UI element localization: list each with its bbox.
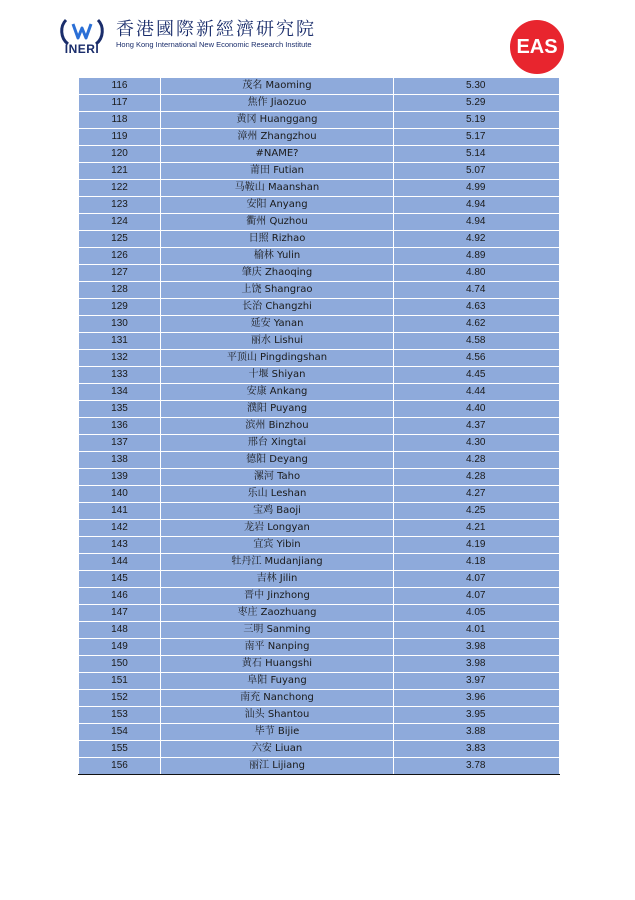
- table-row: [79, 673, 560, 690]
- city-cell: 三明 Sanming: [161, 622, 394, 639]
- table-row: [79, 316, 560, 333]
- table-row: [79, 231, 560, 248]
- rank-cell: 135: [79, 401, 161, 418]
- table-row: [79, 265, 560, 282]
- table-row: [79, 180, 560, 197]
- city-cell: 焦作 Jiaozuo: [161, 95, 394, 112]
- table-row: [79, 520, 560, 537]
- city-cell: 马鞍山 Maanshan: [161, 180, 394, 197]
- table-row: [79, 129, 560, 146]
- score-cell: 4.01: [394, 622, 560, 639]
- table-row: [79, 741, 560, 758]
- table-row: [79, 163, 560, 180]
- score-cell: 4.89: [394, 248, 560, 265]
- city-cell: 茂名 Maoming: [161, 78, 394, 95]
- table-row: [79, 605, 560, 622]
- table-row: [79, 146, 560, 163]
- city-cell: 莆田 Futian: [161, 163, 394, 180]
- score-cell: 3.96: [394, 690, 560, 707]
- city-cell: 枣庄 Zaozhuang: [161, 605, 394, 622]
- table-row: [79, 554, 560, 571]
- rank-cell: 132: [79, 350, 161, 367]
- city-cell: 安阳 Anyang: [161, 197, 394, 214]
- city-cell: 漯河 Taho: [161, 469, 394, 486]
- table-row: [79, 282, 560, 299]
- org-name-chinese: 香港國際新經濟研究院: [116, 19, 316, 40]
- table-row: [79, 656, 560, 673]
- city-cell: 南平 Nanping: [161, 639, 394, 656]
- rank-cell: 150: [79, 656, 161, 673]
- city-cell: 延安 Yanan: [161, 316, 394, 333]
- score-cell: 4.56: [394, 350, 560, 367]
- city-cell: 宜宾 Yibin: [161, 537, 394, 554]
- rank-cell: 131: [79, 333, 161, 350]
- score-cell: 5.19: [394, 112, 560, 129]
- table-row: [79, 571, 560, 588]
- rank-cell: 129: [79, 299, 161, 316]
- score-cell: 4.94: [394, 214, 560, 231]
- table-row: [79, 112, 560, 129]
- score-cell: 4.37: [394, 418, 560, 435]
- score-cell: 5.17: [394, 129, 560, 146]
- eas-badge: EAS: [510, 20, 564, 74]
- rank-cell: 144: [79, 554, 161, 571]
- score-cell: 4.27: [394, 486, 560, 503]
- rank-cell: 149: [79, 639, 161, 656]
- table-row: [79, 758, 560, 775]
- city-cell: 丽江 Lijiang: [161, 758, 394, 775]
- rank-cell: 128: [79, 282, 161, 299]
- rank-cell: 137: [79, 435, 161, 452]
- city-cell: 平顶山 Pingdingshan: [161, 350, 394, 367]
- rank-cell: 119: [79, 129, 161, 146]
- score-cell: 4.99: [394, 180, 560, 197]
- table-row: [79, 588, 560, 605]
- table-row: [79, 435, 560, 452]
- rank-cell: 133: [79, 367, 161, 384]
- city-cell: 宝鸡 Baoji: [161, 503, 394, 520]
- rank-cell: 155: [79, 741, 161, 758]
- city-cell: 黄石 Huangshi: [161, 656, 394, 673]
- score-cell: 4.62: [394, 316, 560, 333]
- city-cell: 阜阳 Fuyang: [161, 673, 394, 690]
- table-row: [79, 452, 560, 469]
- rank-cell: 140: [79, 486, 161, 503]
- rank-cell: 154: [79, 724, 161, 741]
- table-row: [79, 469, 560, 486]
- rank-cell: 153: [79, 707, 161, 724]
- score-cell: 4.45: [394, 367, 560, 384]
- rank-cell: 116: [79, 78, 161, 95]
- score-cell: 3.95: [394, 707, 560, 724]
- table-row: [79, 95, 560, 112]
- table-row: [79, 384, 560, 401]
- score-cell: 5.07: [394, 163, 560, 180]
- rank-cell: 146: [79, 588, 161, 605]
- rank-cell: 123: [79, 197, 161, 214]
- org-name-english: Hong Kong International New Economic Research Institute: [116, 40, 312, 49]
- ranking-table: [78, 77, 560, 775]
- table-row: [79, 690, 560, 707]
- score-cell: 4.44: [394, 384, 560, 401]
- rank-cell: 151: [79, 673, 161, 690]
- rank-cell: 156: [79, 758, 161, 775]
- rank-cell: 130: [79, 316, 161, 333]
- score-cell: 4.28: [394, 469, 560, 486]
- city-cell: #NAME?: [161, 146, 394, 163]
- city-cell: 长治 Changzhi: [161, 299, 394, 316]
- table-row: [79, 639, 560, 656]
- city-cell: 德阳 Deyang: [161, 452, 394, 469]
- city-cell: 日照 Rizhao: [161, 231, 394, 248]
- city-cell: 十堰 Shiyan: [161, 367, 394, 384]
- table-row: [79, 503, 560, 520]
- table-row: [79, 707, 560, 724]
- city-cell: 漳州 Zhangzhou: [161, 129, 394, 146]
- score-cell: 4.92: [394, 231, 560, 248]
- table-row: [79, 367, 560, 384]
- rank-cell: 122: [79, 180, 161, 197]
- table-row: [79, 537, 560, 554]
- city-cell: 邢台 Xingtai: [161, 435, 394, 452]
- city-cell: 毕节 Bijie: [161, 724, 394, 741]
- rank-cell: 152: [79, 690, 161, 707]
- city-cell: 肇庆 Zhaoqing: [161, 265, 394, 282]
- score-cell: 3.88: [394, 724, 560, 741]
- table-row: [79, 299, 560, 316]
- city-cell: 衢州 Quzhou: [161, 214, 394, 231]
- city-cell: 汕头 Shantou: [161, 707, 394, 724]
- city-cell: 榆林 Yulin: [161, 248, 394, 265]
- rank-cell: 120: [79, 146, 161, 163]
- table-row: [79, 724, 560, 741]
- table-row: [79, 214, 560, 231]
- city-cell: 南充 Nanchong: [161, 690, 394, 707]
- score-cell: 4.94: [394, 197, 560, 214]
- rank-cell: 117: [79, 95, 161, 112]
- rank-cell: 145: [79, 571, 161, 588]
- city-cell: 龙岩 Longyan: [161, 520, 394, 537]
- rank-cell: 124: [79, 214, 161, 231]
- score-cell: 4.74: [394, 282, 560, 299]
- score-cell: 3.78: [394, 758, 560, 775]
- city-cell: 乐山 Leshan: [161, 486, 394, 503]
- city-cell: 滨州 Binzhou: [161, 418, 394, 435]
- rank-cell: 136: [79, 418, 161, 435]
- city-cell: 安康 Ankang: [161, 384, 394, 401]
- rank-cell: 127: [79, 265, 161, 282]
- rank-cell: 147: [79, 605, 161, 622]
- score-cell: 3.97: [394, 673, 560, 690]
- table-row: [79, 350, 560, 367]
- score-cell: 4.58: [394, 333, 560, 350]
- score-cell: 3.98: [394, 639, 560, 656]
- score-cell: 4.80: [394, 265, 560, 282]
- table-row: [79, 622, 560, 639]
- city-cell: 牡丹江 Mudanjiang: [161, 554, 394, 571]
- score-cell: 4.28: [394, 452, 560, 469]
- table-row: [79, 78, 560, 95]
- rank-cell: 148: [79, 622, 161, 639]
- city-cell: 濮阳 Puyang: [161, 401, 394, 418]
- score-cell: 4.07: [394, 571, 560, 588]
- table-row: [79, 401, 560, 418]
- score-cell: 3.83: [394, 741, 560, 758]
- table-row: [79, 418, 560, 435]
- score-cell: 4.25: [394, 503, 560, 520]
- rank-cell: 142: [79, 520, 161, 537]
- rank-cell: 141: [79, 503, 161, 520]
- city-cell: 晋中 Jinzhong: [161, 588, 394, 605]
- city-cell: 黄冈 Huanggang: [161, 112, 394, 129]
- table-row: [79, 486, 560, 503]
- score-cell: 4.40: [394, 401, 560, 418]
- city-cell: 丽水 Lishui: [161, 333, 394, 350]
- rank-cell: 143: [79, 537, 161, 554]
- rank-cell: 134: [79, 384, 161, 401]
- score-cell: 4.07: [394, 588, 560, 605]
- score-cell: 4.19: [394, 537, 560, 554]
- score-cell: 4.21: [394, 520, 560, 537]
- table-row: [79, 333, 560, 350]
- city-cell: 吉林 Jilin: [161, 571, 394, 588]
- logo-text: INERI: [64, 42, 100, 56]
- city-cell: 六安 Liuan: [161, 741, 394, 758]
- rank-cell: 139: [79, 469, 161, 486]
- score-cell: 4.05: [394, 605, 560, 622]
- score-cell: 5.30: [394, 78, 560, 95]
- rank-cell: 126: [79, 248, 161, 265]
- score-cell: 5.14: [394, 146, 560, 163]
- score-cell: 4.30: [394, 435, 560, 452]
- ranking-table-body: [79, 78, 560, 775]
- score-cell: 5.29: [394, 95, 560, 112]
- city-cell: 上饶 Shangrao: [161, 282, 394, 299]
- table-row: [79, 248, 560, 265]
- table-row: [79, 197, 560, 214]
- rank-cell: 121: [79, 163, 161, 180]
- score-cell: 4.63: [394, 299, 560, 316]
- score-cell: 4.18: [394, 554, 560, 571]
- rank-cell: 138: [79, 452, 161, 469]
- rank-cell: 125: [79, 231, 161, 248]
- score-cell: 3.98: [394, 656, 560, 673]
- rank-cell: 118: [79, 112, 161, 129]
